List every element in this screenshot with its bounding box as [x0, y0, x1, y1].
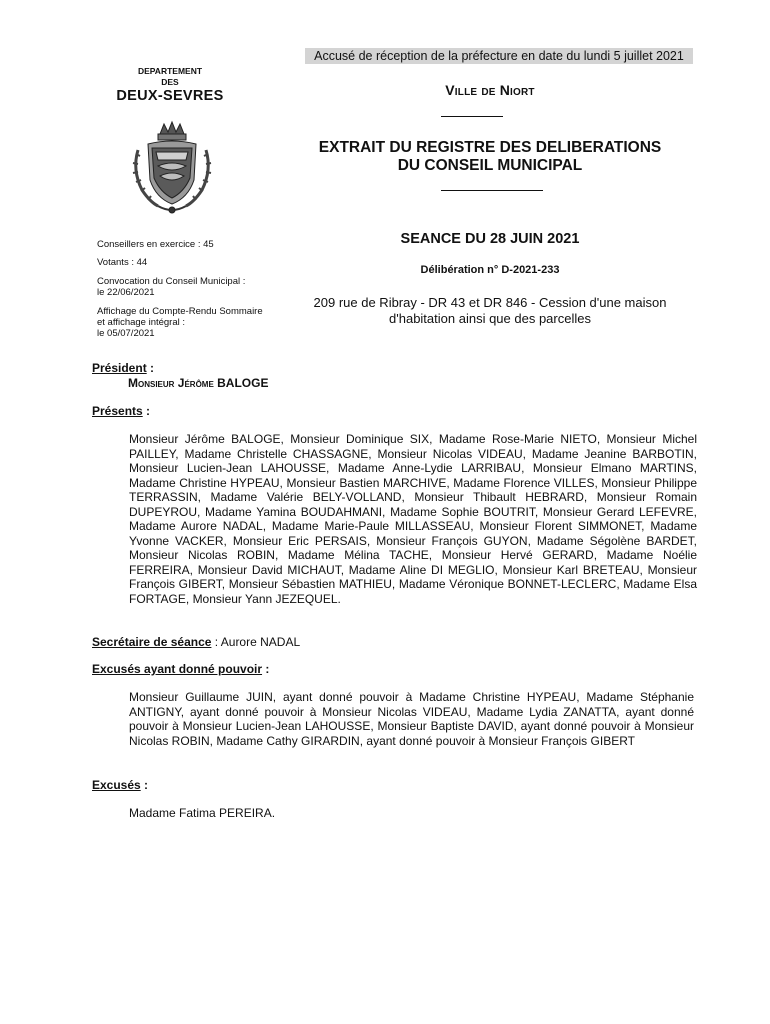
excuses-pouvoir-label: Excusés ayant donné pouvoir: [92, 662, 263, 676]
departement-name: DEUX-SEVRES: [116, 88, 224, 104]
secretaire-label: Secrétaire de séance: [92, 635, 212, 649]
president-label: Président: [92, 361, 147, 375]
departement-label: DEPARTEMENT: [137, 66, 203, 76]
conseillers-en-exercice: Conseillers en exercice : 45: [97, 239, 214, 250]
receipt-banner: Accusé de réception de la préfecture en date du lundi 5 juillet 2021: [305, 48, 693, 64]
affichage-label2: et affichage intégral :: [97, 317, 186, 328]
subject-line1: 209 rue de Ribray - DR 43 et DR 846 - Cession d'une maison: [313, 295, 667, 310]
president-heading: [92, 361, 154, 375]
excuses-pouvoir-heading: [92, 662, 269, 676]
convocation: [97, 276, 287, 298]
excuses-label: Excusés: [92, 778, 141, 792]
presents-heading: [92, 404, 150, 418]
secretaire-value: : Aurore NADAL: [211, 635, 301, 649]
president-name: Monsieur Jérôme BALOGE: [128, 376, 269, 390]
subject-line2: d'habitation ainsi que des parcelles: [389, 311, 591, 326]
deliberation-number: Délibération n° D-2021-233: [420, 264, 560, 276]
excuses-colon: :: [140, 778, 149, 792]
excuses-pouvoir-list: Monsieur Guillaume JUIN, ayant donné pouvoir à Madame Christine HYPEAU, Madame Stéphanie ANTIGNY, ayant donné pouvoir à Monsieur Nicolas VIDEAU, Madame Lydia ZANATTA, ayant donné pouvoir à Monsieur Lucien-Jean LAHOUSSE, Monsieur Baptiste DAVID, ayant donné pouvoir à Monsieur Nicolas ROBIN, Madame Cathy GIRARDIN, ayant donné pouvoir à Monsieur François GIBERT: [129, 690, 694, 748]
deliberation-subject: [290, 295, 690, 327]
affichage-date: le 05/07/2021: [97, 328, 155, 339]
coat-of-arms-icon: [128, 120, 216, 216]
document-title-line2: DU CONSEIL MUNICIPAL: [397, 157, 583, 174]
convocation-date: le 22/06/2021: [97, 287, 155, 298]
document-title-line1: EXTRAIT DU REGISTRE DES DELIBERATIONS: [318, 139, 662, 156]
title-underline: [441, 190, 543, 191]
secretaire-line: [92, 635, 300, 649]
excuses-list: Madame Fatima PEREIRA.: [129, 806, 276, 820]
votants: Votants : 44: [97, 257, 148, 268]
excuses-pouvoir-colon: :: [262, 662, 270, 676]
president-colon: :: [146, 361, 155, 375]
presents-list: Monsieur Jérôme BALOGE, Monsieur Dominique SIX, Madame Rose-Marie NIETO, Monsieur Michel PAILLEY, Madame Christelle CHASSAGNE, Monsieur Nicolas VIDEAU, Madame Jeanine BARBOTIN, Monsieur Lucien-Jean LAHOUSSE, Madame Anne-Lydie LARRIBAU, Monsieur Elmano MARTINS, Madame Christine HYPEAU, Monsieur Bastien MARCHIVE, Madame Florence VILLES, Monsieur Philippe TERRASSIN, Madame Valérie BELY-VOLLAND, Monsieur Thibault HEBRARD, Monsieur Romain DUPEYROU, Madame Yamina BOUDAHMANI, Madame Sophie BOUTRIT, Monsieur Gerard LEFEVRE, Madame Aurore NADAL, Madame Marie-Paule MILLASSEAU, Monsieur Florent SIMMONET, Madame Yvonne VACKER, Monsieur Eric PERSAIS, Monsieur François GUYON, Madame Ségolène BARDET, Monsieur Nicolas ROBIN, Madame Mélina TACHE, Monsieur Hervé GERARD, Madame Noélie FERREIRA, Monsieur David MICHAUT, Madame Aline DI MEGLIO, Monsieur Karl BRETEAU, Monsieur François GIBERT, Monsieur Sébastien MATHIEU, Madame Véronique BONNET-LECLERC, Madame Elsa FORTAGE, Monsieur Yann JEZEQUEL.: [129, 432, 697, 606]
excuses-heading: [92, 778, 148, 792]
affichage: [97, 306, 287, 339]
seance-date: SEANCE DU 28 JUIN 2021: [400, 231, 580, 247]
presents-colon: :: [142, 404, 151, 418]
ville-title: Ville de Niort: [445, 82, 535, 98]
ville-underline: [441, 116, 503, 117]
convocation-label: Convocation du Conseil Municipal :: [97, 276, 246, 287]
affichage-label1: Affichage du Compte-Rendu Sommaire: [97, 306, 263, 317]
departement-des: DES: [161, 77, 179, 87]
presents-label: Présents: [92, 404, 143, 418]
